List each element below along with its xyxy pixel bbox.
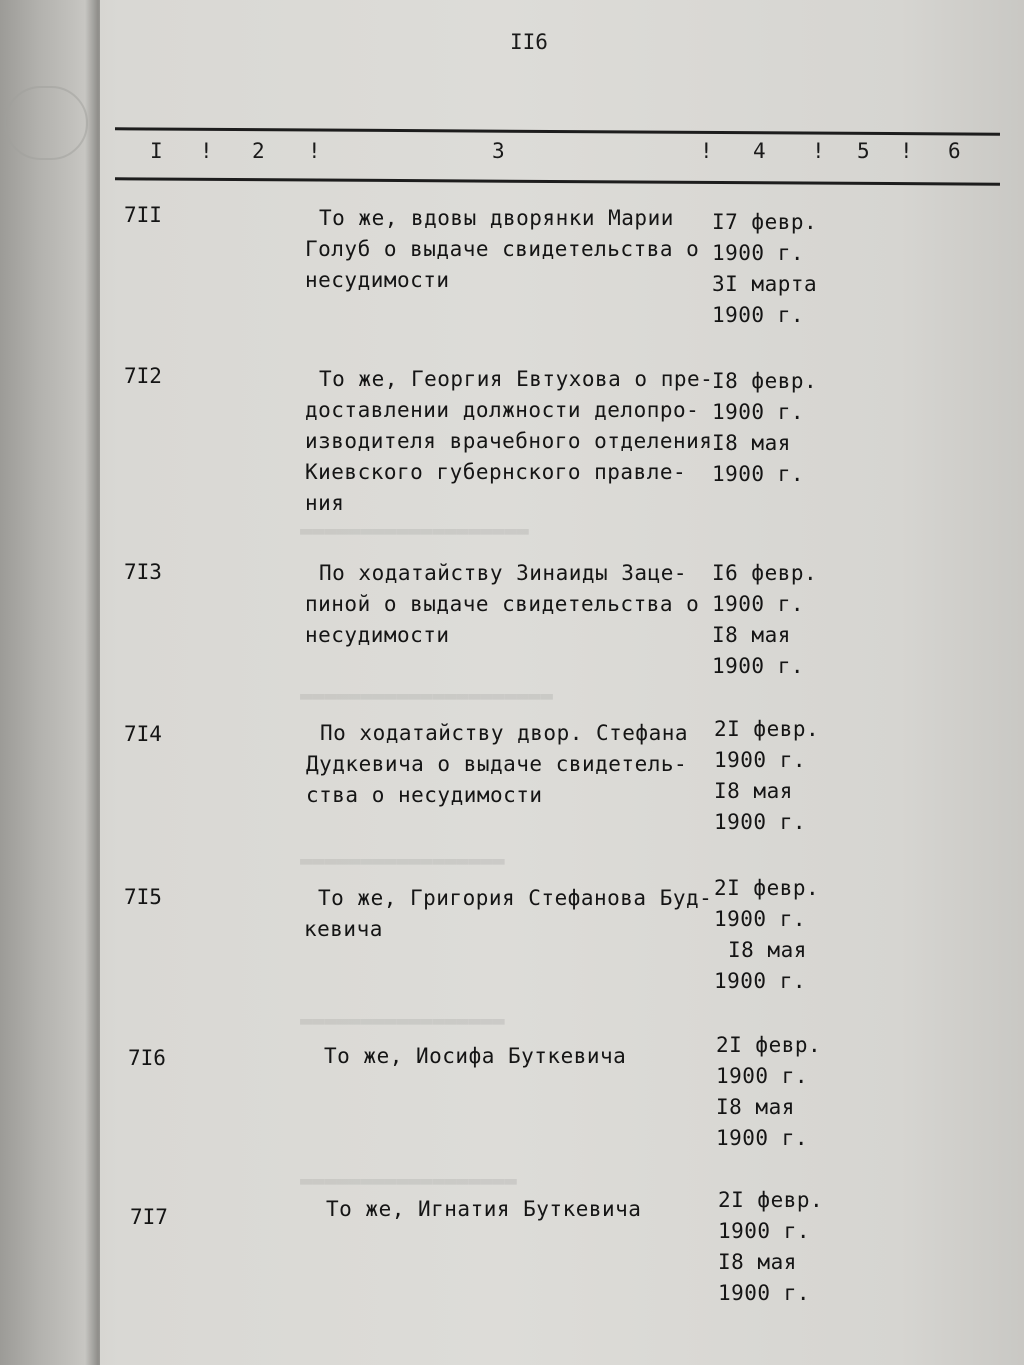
date-line: 1900 г.	[718, 1281, 811, 1305]
date-line: I8 мая	[716, 1095, 795, 1119]
date-line: 1900 г.	[712, 400, 805, 424]
column-separator: !	[200, 139, 213, 163]
date-line: 3I марта	[712, 272, 818, 296]
entry-dates	[714, 714, 824, 838]
entry-dates	[712, 207, 822, 331]
date-line: 2I февр.	[714, 717, 820, 741]
entry-number: 7I4	[124, 722, 162, 746]
entry-number: 7I2	[124, 364, 162, 388]
header-top-rule	[115, 127, 1000, 135]
column-header-6: 6	[948, 139, 961, 163]
date-line: I7 февр.	[712, 210, 818, 234]
date-line: I8 мая	[728, 938, 807, 962]
date-line: 2I февр.	[716, 1033, 822, 1057]
column-header-2: 2	[252, 139, 265, 163]
column-header-1: I	[150, 139, 163, 163]
entry-number: 7I5	[124, 885, 162, 909]
entry-number: 7I7	[130, 1205, 168, 1229]
column-separator: !	[812, 139, 825, 163]
book-spine-shadow	[0, 0, 100, 1365]
column-separator: !	[900, 139, 913, 163]
date-line: 1900 г.	[714, 969, 807, 993]
date-line: 1900 г.	[712, 303, 805, 327]
show-through-bleed: ▬▬▬▬▬▬▬▬▬▬▬▬▬▬▬▬▬▬▬	[300, 518, 529, 542]
entry-description: То же, Георгия Евтухова о пре- доставлении должности делопро- изводителя врачебного отделения Киевского губернского правле- ния	[305, 367, 714, 515]
show-through-bleed: ▬▬▬▬▬▬▬▬▬▬▬▬▬▬▬▬▬	[300, 848, 505, 872]
column-header-3: 3	[492, 139, 505, 163]
faint-stamp-mark	[4, 86, 88, 160]
date-line: 1900 г.	[712, 462, 805, 486]
entry-description: По ходатайству Зинаиды Заце- пиной о выдаче свидетельства о несудимости	[305, 561, 700, 647]
date-line: 1900 г.	[714, 907, 807, 931]
show-through-bleed: ▬▬▬▬▬▬▬▬▬▬▬▬▬▬▬▬▬	[300, 1008, 505, 1032]
date-line: I6 февр.	[712, 561, 818, 585]
date-line: 1900 г.	[712, 592, 805, 616]
entry-description: По ходатайству двор. Стефана Дудкевича о выдаче свидетель- ства о несудимости	[306, 721, 689, 807]
date-line: I8 мая	[712, 431, 791, 455]
date-line: 1900 г.	[714, 810, 807, 834]
show-through-bleed: ▬▬▬▬▬▬▬▬▬▬▬▬▬▬▬▬▬▬	[300, 1168, 517, 1192]
date-line: 1900 г.	[716, 1126, 809, 1150]
date-line: 1900 г.	[712, 241, 805, 265]
date-line: I8 февр.	[712, 369, 818, 393]
entry-dates	[718, 1185, 828, 1309]
date-line: 2I февр.	[718, 1188, 824, 1212]
page-number: II6	[510, 30, 548, 54]
date-line: I8 мая	[714, 779, 793, 803]
entry-dates	[714, 873, 824, 997]
column-separator: !	[308, 139, 321, 163]
date-line: 2I февр.	[714, 876, 820, 900]
entry-number: 7I6	[128, 1046, 166, 1070]
column-header-5: 5	[857, 139, 870, 163]
entry-description: То же, Иосифа Буткевича	[324, 1044, 627, 1068]
entry-dates	[712, 558, 822, 682]
show-through-bleed: ▬▬▬▬▬▬▬▬▬▬▬▬▬▬▬▬▬▬▬▬▬	[300, 683, 553, 707]
date-line: I8 мая	[718, 1250, 797, 1274]
column-header-4: 4	[753, 139, 766, 163]
entry-dates	[716, 1030, 826, 1154]
entry-dates	[712, 366, 822, 490]
column-separator: !	[700, 139, 713, 163]
entry-description: То же, Григория Стефанова Буд- кевича	[304, 886, 713, 941]
entry-description: То же, вдовы дворянки Марии Голуб о выдаче свидетельства о несудимости	[305, 206, 700, 292]
date-line: I8 мая	[712, 623, 791, 647]
date-line: 1900 г.	[716, 1064, 809, 1088]
entry-description: То же, Игнатия Буткевича	[326, 1197, 642, 1221]
entry-number: 7I3	[124, 560, 162, 584]
date-line: 1900 г.	[718, 1219, 811, 1243]
date-line: 1900 г.	[714, 748, 807, 772]
header-bottom-rule	[115, 177, 1000, 185]
date-line: 1900 г.	[712, 654, 805, 678]
entry-number: 7II	[124, 203, 162, 227]
